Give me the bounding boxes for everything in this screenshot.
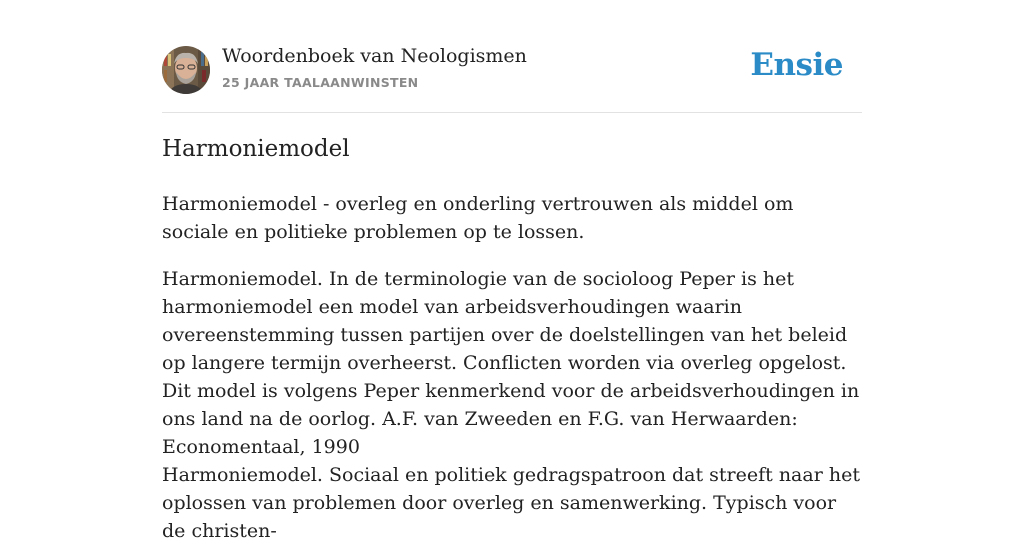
article xyxy=(162,0,862,542)
source-subtitle: 25 JAAR TAALAANWINSTEN xyxy=(222,75,419,90)
avatar[interactable] xyxy=(162,46,210,94)
page-title: Harmoniemodel xyxy=(162,136,350,162)
ensie-logo[interactable]: Ensie xyxy=(750,47,843,83)
definition-paragraph: Harmoniemodel - overleg en onderling vertrouwen als middel om sociale en politieke problemen op te lossen. xyxy=(162,193,794,243)
source-header xyxy=(162,0,862,113)
author-portrait-icon xyxy=(162,46,210,94)
definition-paragraph: Harmoniemodel. Sociaal en politiek gedragspatroon dat streeft naar het oplossen van problemen door overleg en samenwerking. Typisch voor de christen- xyxy=(162,464,860,542)
definition-paragraph: Harmoniemodel. In de terminologie van de socioloog Peper is het harmoniemodel een model van arbeidsverhoudingen waarin overeenstemming tussen partijen over de doelstellingen van het beleid op langere termijn overheerst. Conflicten worden via overleg opgelost. Dit model is volgens Peper kenmerkend voor de arbeidsverhoudingen in ons land na de oorlog. A.F. van Zweeden en F.G. van Herwaarden: Economentaal, 1990 xyxy=(162,268,860,458)
source-name[interactable]: Woordenboek van Neologismen xyxy=(222,45,527,67)
